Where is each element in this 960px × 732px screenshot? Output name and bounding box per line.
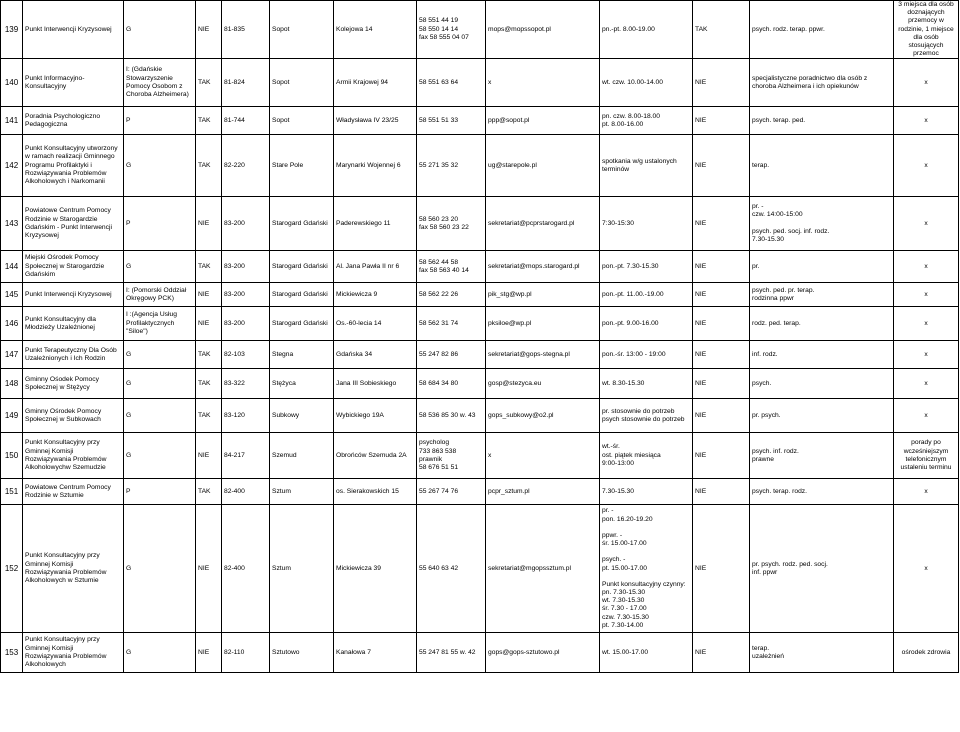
facility-name: Punkt Konsultacyjny utworzony w ramach realizacji Gminnego Programu Profilaktyki i Rozwiązywania Problemów Alkoholowych i Narkomanii (23, 135, 124, 197)
services: pr. (750, 251, 894, 283)
street-address: os. Sierakowskich 15 (334, 479, 417, 505)
row-number: 140 (1, 59, 23, 107)
phone: 58 536 85 30 w. 43 (417, 399, 486, 433)
operator-type: G (124, 633, 196, 673)
facility-name: Punkt Konsultacyjny dla Młodzieży Uzależnionej (23, 307, 124, 341)
services: rodz. ped. terap. (750, 307, 894, 341)
postal-code: 82-220 (222, 135, 270, 197)
postal-code: 81-835 (222, 1, 270, 59)
opening-hours: pon.-pt. 7.30-15.30 (600, 251, 693, 283)
opening-hours: wt. 8.30-15.30 (600, 369, 693, 399)
city: Starogard Gdański (270, 307, 334, 341)
free-of-charge-flag: NIE (693, 283, 750, 307)
free-of-charge-flag: NIE (693, 479, 750, 505)
services: psych. terap. ped. (750, 107, 894, 135)
notes: x (894, 59, 959, 107)
postal-code: 82-400 (222, 505, 270, 633)
opening-hours: wt. czw. 10.00-14.00 (600, 59, 693, 107)
email: sekretariat@mgopssztum.pl (486, 505, 600, 633)
nfz-flag: TAK (196, 399, 222, 433)
operator-type: G (124, 135, 196, 197)
email: ppp@sopot.pl (486, 107, 600, 135)
facility-name: Punkt Interwencji Kryzysowej (23, 283, 124, 307)
row-number: 139 (1, 1, 23, 59)
city: Starogard Gdański (270, 251, 334, 283)
street-address: Paderewskiego 11 (334, 197, 417, 251)
opening-hours: pr. stosownie do potrzeb psych stosownie do potrzeb (600, 399, 693, 433)
services: psych. rodz. terap. ppwr. (750, 1, 894, 59)
postal-code: 82-110 (222, 633, 270, 673)
operator-type: P (124, 479, 196, 505)
phone: 58 551 51 33 (417, 107, 486, 135)
table-row (1, 59, 959, 107)
phone: 58 562 31 74 (417, 307, 486, 341)
street-address: Gdańska 34 (334, 341, 417, 369)
row-number: 153 (1, 633, 23, 673)
row-number: 141 (1, 107, 23, 135)
street-address: Wybickiego 19A (334, 399, 417, 433)
phone: 58 684 34 80 (417, 369, 486, 399)
opening-hours: pn.-pt. 8.00-19.00 (600, 1, 693, 59)
nfz-flag: TAK (196, 341, 222, 369)
table-row (1, 369, 959, 399)
phone: 58 551 63 64 (417, 59, 486, 107)
services: psych. inf. rodz. prawne (750, 433, 894, 479)
city: Subkowy (270, 399, 334, 433)
row-number: 142 (1, 135, 23, 197)
email: gops@gops-sztutowo.pl (486, 633, 600, 673)
facility-name: Gminny Ośodek Pomocy Społecznej w Stężycy (23, 369, 124, 399)
operator-type: I :(Agencja Usług Profilaktycznych "Siloe") (124, 307, 196, 341)
phone: psycholog 733 863 538 prawnik 58 676 51 51 (417, 433, 486, 479)
postal-code: 81-824 (222, 59, 270, 107)
row-number: 146 (1, 307, 23, 341)
operator-type: P (124, 197, 196, 251)
row-number: 147 (1, 341, 23, 369)
street-address: Os.-60-lecia 14 (334, 307, 417, 341)
email: sekretariat@pcprstarogard.pl (486, 197, 600, 251)
postal-code: 83-200 (222, 283, 270, 307)
operator-type: G (124, 341, 196, 369)
nfz-flag: NIE (196, 505, 222, 633)
opening-hours: pon.-pt. 9.00-16.00 (600, 307, 693, 341)
phone: 58 560 23 20 fax 58 560 23 22 (417, 197, 486, 251)
operator-type: G (124, 251, 196, 283)
nfz-flag: NIE (196, 283, 222, 307)
table-row (1, 307, 959, 341)
services: pr. psych. rodz. ped. socj. inf. ppwr (750, 505, 894, 633)
services: psych. terap. rodz. (750, 479, 894, 505)
street-address: Marynarki Wojennej 6 (334, 135, 417, 197)
services: terap. (750, 135, 894, 197)
free-of-charge-flag: NIE (693, 433, 750, 479)
street-address: Al. Jana Pawła II nr 6 (334, 251, 417, 283)
notes: x (894, 399, 959, 433)
services: inf. rodz. (750, 341, 894, 369)
city: Sopot (270, 1, 334, 59)
operator-type: G (124, 399, 196, 433)
operator-type: G (124, 369, 196, 399)
free-of-charge-flag: NIE (693, 307, 750, 341)
table-row (1, 135, 959, 197)
city: Sopot (270, 59, 334, 107)
email: pksiloe@wp.pl (486, 307, 600, 341)
notes: x (894, 135, 959, 197)
facility-name: Powiatowe Centrum Pomocy Rodzinie w Sztumie (23, 479, 124, 505)
street-address: Obrońców Szemuda 2A (334, 433, 417, 479)
row-number: 149 (1, 399, 23, 433)
nfz-flag: TAK (196, 135, 222, 197)
services: terap. uzależnień (750, 633, 894, 673)
email: ug@starepole.pl (486, 135, 600, 197)
email: pcpr_sztum.pl (486, 479, 600, 505)
postal-code: 83-200 (222, 307, 270, 341)
street-address: Mickiewicza 39 (334, 505, 417, 633)
postal-code: 84-217 (222, 433, 270, 479)
opening-hours: spotkania w/g ustalonych terminów (600, 135, 693, 197)
facility-name: Punkt Interwencji Kryzysowej (23, 1, 124, 59)
table-row (1, 479, 959, 505)
nfz-flag: NIE (196, 307, 222, 341)
services: specjalistyczne poradnictwo dla osób z choroba Alzheimera i ich opiekunów (750, 59, 894, 107)
table-row (1, 341, 959, 369)
postal-code: 83-200 (222, 251, 270, 283)
free-of-charge-flag: NIE (693, 633, 750, 673)
opening-hours: pon.-pt. 11.00.-19.00 (600, 283, 693, 307)
free-of-charge-flag: TAK (693, 1, 750, 59)
table-row (1, 633, 959, 673)
street-address: Kanałowa 7 (334, 633, 417, 673)
postal-code: 83-120 (222, 399, 270, 433)
facility-name: Punkt Terapeutyczny Dla Osób Uzależnionych i Ich Rodzin (23, 341, 124, 369)
table-row (1, 505, 959, 633)
row-number: 152 (1, 505, 23, 633)
street-address: Władysława IV 23/25 (334, 107, 417, 135)
services: psych. ped. pr. terap. rodzinna ppwr (750, 283, 894, 307)
email: sekretariat@gops-stegna.pl (486, 341, 600, 369)
nfz-flag: NIE (196, 1, 222, 59)
opening-hours: wt. 15.00-17.00 (600, 633, 693, 673)
opening-hours: 7:30-15:30 (600, 197, 693, 251)
nfz-flag: TAK (196, 59, 222, 107)
phone: 58 562 44 58 fax 58 563 40 14 (417, 251, 486, 283)
facility-name: Poradnia Psychologiczno Pedagogiczna (23, 107, 124, 135)
city: Sztutowo (270, 633, 334, 673)
opening-hours: 7.30-15.30 (600, 479, 693, 505)
email: x (486, 59, 600, 107)
nfz-flag: NIE (196, 433, 222, 479)
city: Sztum (270, 479, 334, 505)
email: gops_subkowy@o2.pl (486, 399, 600, 433)
notes: x (894, 251, 959, 283)
notes: x (894, 505, 959, 633)
city: Stężyca (270, 369, 334, 399)
notes: x (894, 283, 959, 307)
postal-code: 82-103 (222, 341, 270, 369)
free-of-charge-flag: NIE (693, 59, 750, 107)
phone: 55 640 63 42 (417, 505, 486, 633)
phone: 58 562 22 26 (417, 283, 486, 307)
table-row (1, 1, 959, 59)
city: Starogard Gdański (270, 283, 334, 307)
city: Stegna (270, 341, 334, 369)
facility-name: Punkt Konsultacyjny przy Gminnej Komisji Rozwiązywania Problemów Alkoholowych (23, 633, 124, 673)
email: mops@mopssopot.pl (486, 1, 600, 59)
row-number: 144 (1, 251, 23, 283)
row-number: 150 (1, 433, 23, 479)
services: pr. psych. (750, 399, 894, 433)
facility-name: Punkt Konsultacyjny przy Gminnej Komisji Rozwiązywania Problemów Alkoholowych w Sztumie (23, 505, 124, 633)
city: Sopot (270, 107, 334, 135)
nfz-flag: TAK (196, 369, 222, 399)
street-address: Armii Krajowej 94 (334, 59, 417, 107)
free-of-charge-flag: NIE (693, 251, 750, 283)
nfz-flag: TAK (196, 479, 222, 505)
email: x (486, 433, 600, 479)
operator-type: P (124, 107, 196, 135)
nfz-flag: TAK (196, 251, 222, 283)
free-of-charge-flag: NIE (693, 399, 750, 433)
table-row (1, 197, 959, 251)
notes: x (894, 107, 959, 135)
nfz-flag: TAK (196, 107, 222, 135)
row-number: 143 (1, 197, 23, 251)
facility-name: Gminny Ośrodek Pomocy Społecznej w Subkowach (23, 399, 124, 433)
street-address: Kolejowa 14 (334, 1, 417, 59)
free-of-charge-flag: NIE (693, 341, 750, 369)
row-number: 148 (1, 369, 23, 399)
city: Szemud (270, 433, 334, 479)
table-row (1, 251, 959, 283)
operator-type: G (124, 1, 196, 59)
free-of-charge-flag: NIE (693, 369, 750, 399)
notes: x (894, 307, 959, 341)
facility-name: Punkt Konsultacyjny przy Gminnej Komisji Rozwiązywania Problemów Alkoholowychw Szemudzie (23, 433, 124, 479)
opening-hours: pn. czw. 8.00-18.00 pt. 8.00-16.00 (600, 107, 693, 135)
postal-code: 83-200 (222, 197, 270, 251)
opening-hours: wt.-śr. ost. piątek miesiąca 9:00-13:00 (600, 433, 693, 479)
free-of-charge-flag: NIE (693, 107, 750, 135)
phone: 55 267 74 76 (417, 479, 486, 505)
free-of-charge-flag: NIE (693, 135, 750, 197)
email: pik_stg@wp.pl (486, 283, 600, 307)
city: Sztum (270, 505, 334, 633)
table-row (1, 283, 959, 307)
facility-name: Miejski Ośrodek Pomocy Społecznej w Starogardzie Gdańskim (23, 251, 124, 283)
nfz-flag: NIE (196, 633, 222, 673)
postal-code: 83-322 (222, 369, 270, 399)
free-of-charge-flag: NIE (693, 197, 750, 251)
operator-type: G (124, 433, 196, 479)
postal-code: 81-744 (222, 107, 270, 135)
phone: 55 247 82 86 (417, 341, 486, 369)
phone: 55 271 35 32 (417, 135, 486, 197)
row-number: 151 (1, 479, 23, 505)
notes: 3 miejsca dla osób doznających przemocy w rodzinie, 1 miejsce dla osób stosujących przemoc (894, 1, 959, 59)
street-address: Mickiewicza 9 (334, 283, 417, 307)
phone: 58 551 44 19 58 550 14 14 fax 58 555 04 07 (417, 1, 486, 59)
email: sekretariat@mops.starogard.pl (486, 251, 600, 283)
notes: ośrodek zdrowia (894, 633, 959, 673)
operator-type: I: (Gdańskie Stowarzyszenie Pomocy Osobom z Choroba Alzheimera) (124, 59, 196, 107)
notes: x (894, 369, 959, 399)
notes: x (894, 197, 959, 251)
nfz-flag: NIE (196, 197, 222, 251)
free-of-charge-flag: NIE (693, 505, 750, 633)
notes: x (894, 479, 959, 505)
street-address: Jana III Sobieskiego (334, 369, 417, 399)
city: Starogard Gdański (270, 197, 334, 251)
opening-hours: pr. - pon. 16.20-19.20 ppwr. - śr. 15.00-17.00 psych. - pt. 15.00-17.00 Punkt konsultacyjny czynny: pn. 7.30-15.30 wt. 7.30-15.30 śr. 7.30 - 17.00 czw. 7.30-15.30 pt. 7.30-14.00 (600, 505, 693, 633)
city: Stare Pole (270, 135, 334, 197)
services: pr. - czw. 14:00-15:00 psych. ped. socj. inf. rodz. 7.30-15.30 (750, 197, 894, 251)
phone: 55 247 81 55 w. 42 (417, 633, 486, 673)
facility-name: Powiatowe Centrum Pomocy Rodzinie w Starogardzie Gdańskim - Punkt Interwencji Kryzysowej (23, 197, 124, 251)
table-row (1, 433, 959, 479)
postal-code: 82-400 (222, 479, 270, 505)
operator-type: G (124, 505, 196, 633)
operator-type: I: (Pomorski Oddział Okręgowy PCK) (124, 283, 196, 307)
facility-name: Punkt Informacyjno-Konsultacyjny (23, 59, 124, 107)
table-row (1, 399, 959, 433)
notes: porady po wcześniejszym telefonicznym ustaleniu terminu (894, 433, 959, 479)
table-row (1, 107, 959, 135)
row-number: 145 (1, 283, 23, 307)
services: psych. (750, 369, 894, 399)
opening-hours: pon.-śr. 13:00 - 19:00 (600, 341, 693, 369)
notes: x (894, 341, 959, 369)
email: gosp@stezyca.eu (486, 369, 600, 399)
